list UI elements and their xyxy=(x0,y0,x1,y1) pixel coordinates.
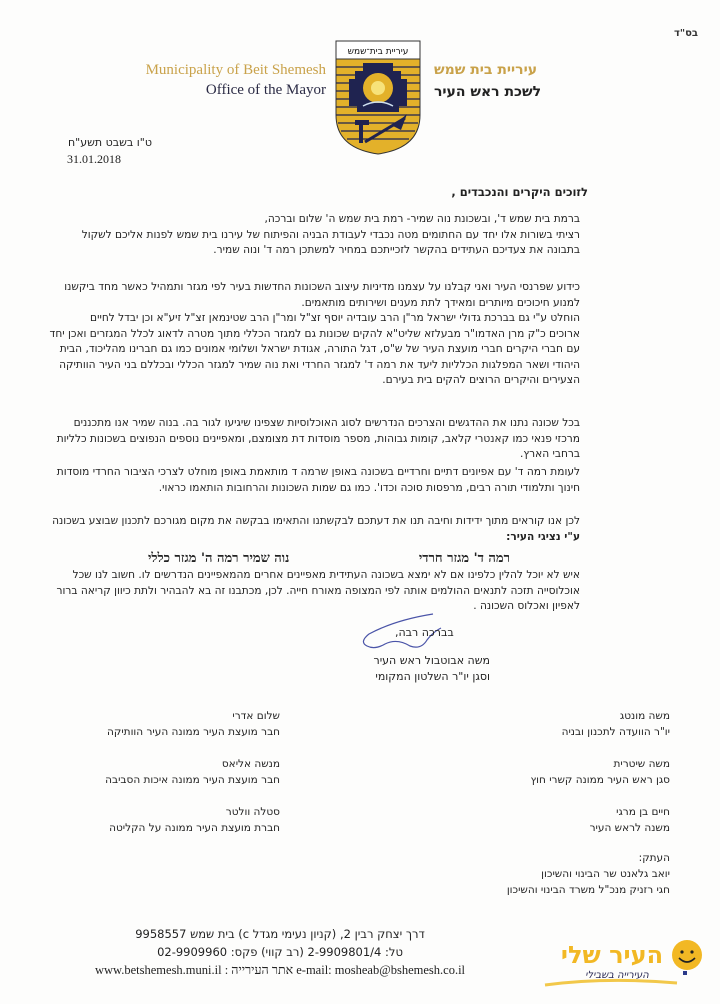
footer-phones: טל: 2-9909801/4 (רב קווי) פקס: 02-9909960 xyxy=(157,945,403,959)
text-line: איש לא יוכל להלין כלפינו אם לא ימצא בשכונה העתידית מאפיינים אחרים מהמאפיינים הנדרשים לו. חשוב לנו שכל xyxy=(72,569,580,581)
closing-blessing: בברכה רבה, xyxy=(395,626,454,639)
text-line: הצעירים והיקרים הרוצים להקים בית בעירם. xyxy=(382,374,580,386)
beit-shemesh-crest-icon xyxy=(335,40,421,155)
text-line: בכל שכונה נתנו את ההדגשים והצרכים הנדרשים לסוג האוכלוסיות שצפינו שיגיעו לגור בה. בנוה שמיר אנו מתכננים xyxy=(73,417,580,429)
text-line: חינוך ותלמודי תורה רבים, מרפסות סוכה וכדו'. כמו גם שמות השכונות והרחובות הותאמו כראוי. xyxy=(158,481,580,494)
neighborhood-haredi: רמה ד' מגזר חרדי xyxy=(418,551,510,566)
copy-list xyxy=(430,850,670,898)
paragraph-call-to-action xyxy=(20,514,580,545)
signatory-name: מנשה אליאס xyxy=(221,758,280,770)
text-line: מרכזי פנאי כמו קאנטרי קלאב, קומות גבוהות, מספר מוסדות דת מצומצם, ומאפיינים נוספים הנפוצים בשכונות כלליות xyxy=(56,432,580,445)
text-line: ע"י נציגי העיר: xyxy=(506,530,580,543)
footer-web-email[interactable]: www.betshemesh.muni.il : אתר העירייה e-mail: mosheab@bshemesh.co.il xyxy=(94,963,466,977)
hebrew-date: ט"ו בשבט תשע"ח xyxy=(68,136,152,149)
signatory-title: חבר מועצת העיר ממונה איכות הסביבה xyxy=(105,774,280,786)
copy-recipient: יואב גלאנט שר הבינוי והשיכון xyxy=(541,868,670,880)
text-line: הוחלט ע"י גם בברכת גדולי ישראל מר"ן הרב עובדיה יוסף זצ"ל ומר"ן הרב שטינמאן זצ"ל זיע"א וכן יבדל לחיים xyxy=(90,312,580,324)
copy-recipient: חגי רזניק מנכ"ל משרד הבינוי והשיכון xyxy=(506,884,670,896)
municipality-english-title: Municipality of Beit Shemesh xyxy=(145,62,326,78)
signatory-name: שלום אדרי xyxy=(232,710,280,722)
bsd-mark: בס"ד xyxy=(674,28,698,39)
mayor-role: וסגן יו"ר השלטון המקומי xyxy=(375,670,490,683)
footer-address: דרך יצחק רבין 2, (קניון נעימי מגדל c) בית שמש 9958557 xyxy=(135,927,425,941)
signatory xyxy=(470,804,670,836)
text-line: היהודי ושאר המפלגות הכלליות ליעד את רמה ד' למגזר החרדי ואת נוה שמיר למגזר הכללי ובכללם בני העיר הוותיקה xyxy=(59,358,580,371)
mayor-office-english: Office of the Mayor xyxy=(205,82,326,98)
text-line: למנוע חיכוכים מיותרים ומאידך לתת מענים ושירותים מותאמים. xyxy=(301,296,580,309)
text-line: כידוע שפרנסי העיר ואני קבלנו על עצמנו מדיניות עיצוב השכונות החדשות בעיר לפי מגזר ותמהיל כאשר מחד ביקשנו xyxy=(64,281,580,293)
text-line: ברחבי הארץ. xyxy=(520,448,580,460)
text-line: לעומת רמה ד' עם אפיונים דתיים וחרדיים בשכונה באופן שרמה ד מותאמת באופן מוחלט לצרכי הציבור החרדי מוסדות xyxy=(56,466,580,478)
signatory xyxy=(80,756,280,788)
signatory xyxy=(80,804,280,836)
signatory-title: יו"ר הוועדה לתכנון ובניה xyxy=(561,726,670,738)
mayor-office-hebrew: לשכת ראש העיר xyxy=(434,84,542,100)
signatory xyxy=(470,708,670,740)
signatory-name: סטלה וולטר xyxy=(225,806,280,818)
logo-text: העיר שלי xyxy=(560,941,664,969)
municipality-hebrew-title: עיריית בית שמש xyxy=(434,62,538,78)
text-line: לאפיון ואכלוס השכונה . xyxy=(473,600,580,612)
signatory xyxy=(470,756,670,788)
paragraph-conclusion xyxy=(20,568,580,615)
text-line: ברמת בית שמש ד', ובשכונת נוה שמיר- רמת בית שמש ה' שלום וברכה, xyxy=(264,213,580,225)
signatory-title: חברת מועצת העיר ממונה על הקליטה xyxy=(109,822,280,834)
crest-label: עיריית בית־שמש xyxy=(347,47,409,57)
footer-contact xyxy=(20,925,540,979)
mayor-signature-block xyxy=(340,653,490,685)
paragraph-greeting xyxy=(20,212,580,259)
signatory-name: משה מונטג xyxy=(619,710,670,722)
signatory-title: משנה לראש העיר xyxy=(589,822,670,834)
salutation: לזוכים היקרים והנכבדים , xyxy=(451,185,588,199)
gregorian-date: 31.01.2018 xyxy=(67,152,121,166)
paragraph-rama-dalet xyxy=(20,465,580,496)
signatory-name: חיים בן מרגי xyxy=(616,806,670,818)
neighborhood-general: נוה שמיר רמה ה' מגזר כללי xyxy=(148,551,290,566)
signatory-title: חבר מועצת העיר ממונה העיר הוותיקה xyxy=(107,726,280,738)
signatory-title: סגן ראש העיר ממונה קשרי חוץ xyxy=(530,774,670,786)
mayor-name: משה אבוטבול ראש העיר xyxy=(373,654,490,667)
text-line: אוכלוסייה תזכה לתנאים ההולמים אותה לפי המצופה מאורח חייה. לכן, מכתבנו זה בא להבהיר ולתת כיוון קריאה ברור xyxy=(56,584,580,597)
text-line: לכן אנו קוראים מתוך ידידות וחיבה תנו את דעתכם לבקשתנו והתאימו בבקשה את מקום מגורכם לתכנון שבוצע בשכונה xyxy=(52,515,580,527)
signatory-name: משה שיטרית xyxy=(613,758,670,770)
my-city-logo-icon xyxy=(537,933,707,993)
text-line: בתבונה את צעדיכם העתידים בהקשר לזכייתכם במחיר למשתכן רמה ד' ונוה שמיר. xyxy=(213,244,580,256)
paragraph-neighborhood-planning xyxy=(20,416,580,463)
copy-label: העתק: xyxy=(638,852,670,864)
text-line: ארוכים כ"ק מרן האדמו"ר מבעלזא שליט"א להקים שכונות גם למגזר הכללי מתוך מטרה לדאוג לכלל המגזרים ואכן יחד xyxy=(49,327,580,340)
text-line: רציתי בשורות אלו יחד עם החתומים מטה נכבדי לעבודת הבניה והפיתוח של עירנו בית שמש לפנות אליכם לשקול xyxy=(81,228,580,241)
signatory xyxy=(80,708,280,740)
text-line: עם חברי היקרים חברי מועצת העיר של ש"ס, דגל התורה, אגודת ישראל ושלומי אמונים כמו גם חברינו מהליכוד, הבית xyxy=(59,343,580,355)
logo-tagline: העירייה בשבילי xyxy=(585,970,649,981)
paragraph-policy xyxy=(20,280,580,389)
